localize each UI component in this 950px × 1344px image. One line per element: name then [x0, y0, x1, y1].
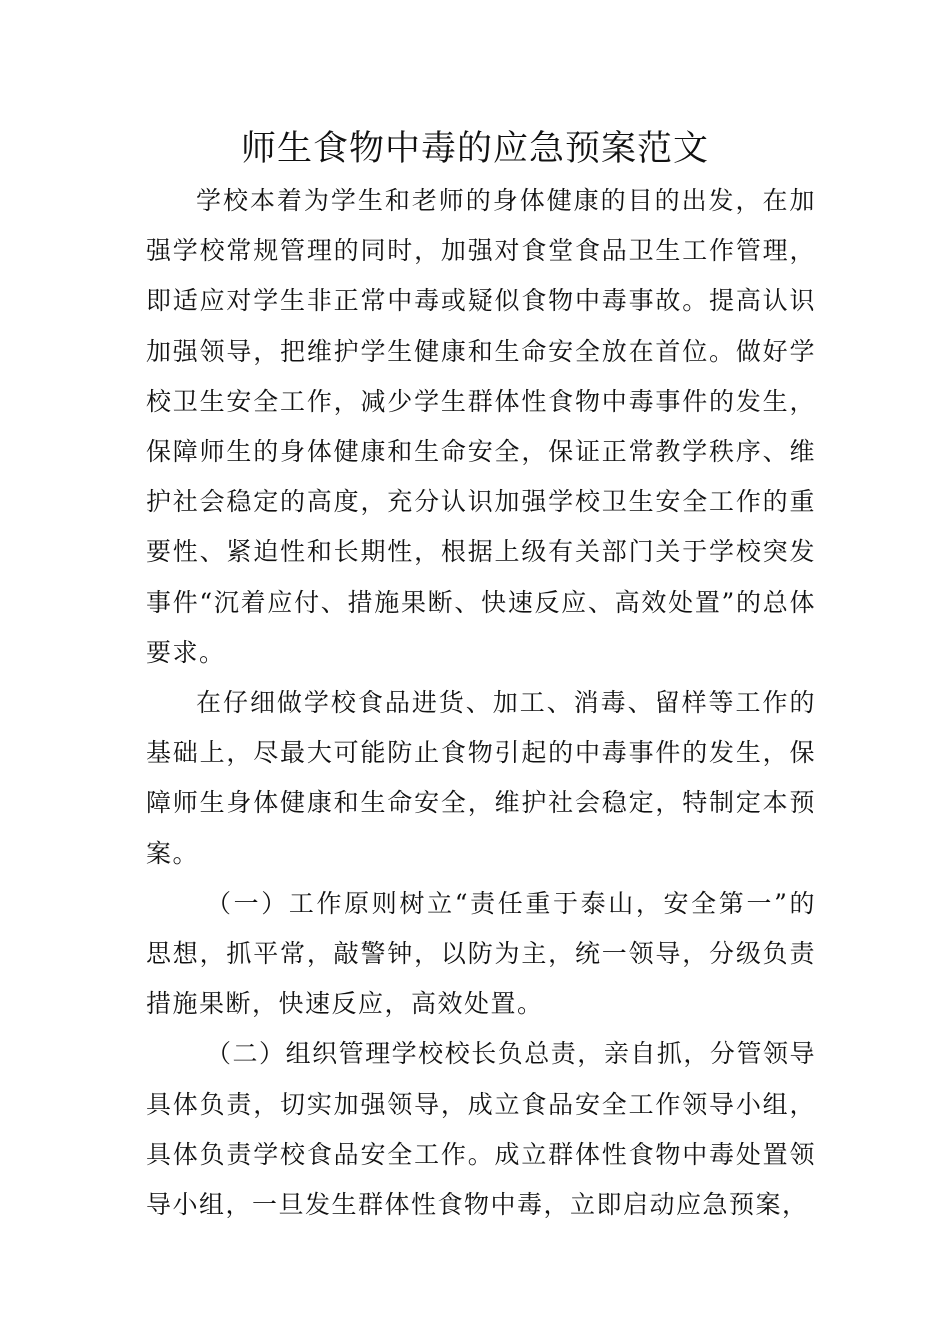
paragraph-organization: （二）组织管理学校校长负总责，亲自抓，分管领导具体负责，切实加强领导，成立食品安全工作领导小组，具体负责学校食品安全工作。成立群体性食物中毒处置领导小组，一旦发生群体性食物中毒，立即启动应急预案，: [146, 1039, 816, 1220]
paragraph-principles: （一）工作原则树立“责任重于泰山，安全第一”的思想，抓平常，敲警钟，以防为主，统一领导，分级负责措施果断，快速反应，高效处置。: [146, 888, 816, 1019]
paragraph-intro: 学校本着为学生和老师的身体健康的目的出发，在加强学校常规管理的同时，加强对食堂食品卫生工作管理，即适应对学生非正常中毒或疑似食物中毒事故。提高认识加强领导，把维护学生健康和生命安全放在首位。做好学校卫生安全工作，减少学生群体性食物中毒事件的发生，保障师生的身体健康和生命安全，保证正常教学秩序、维护社会稳定的高度，充分认识加强学校卫生安全工作的重要性、紧迫性和长期性，根据上级有关部门关于学校突发事件“沉着应付、措施果断、快速反应、高效处置”的总体要求。: [146, 186, 816, 667]
document-body: [146, 176, 816, 1230]
paragraph-purpose: 在仔细做学校食品进货、加工、消毒、留样等工作的基础上，尽最大可能防止食物引起的中毒事件的发生，保障师生身体健康和生命安全，维护社会稳定，特制定本预案。: [146, 688, 816, 868]
document-title: 师生食物中毒的应急预案范文: [240, 129, 709, 169]
